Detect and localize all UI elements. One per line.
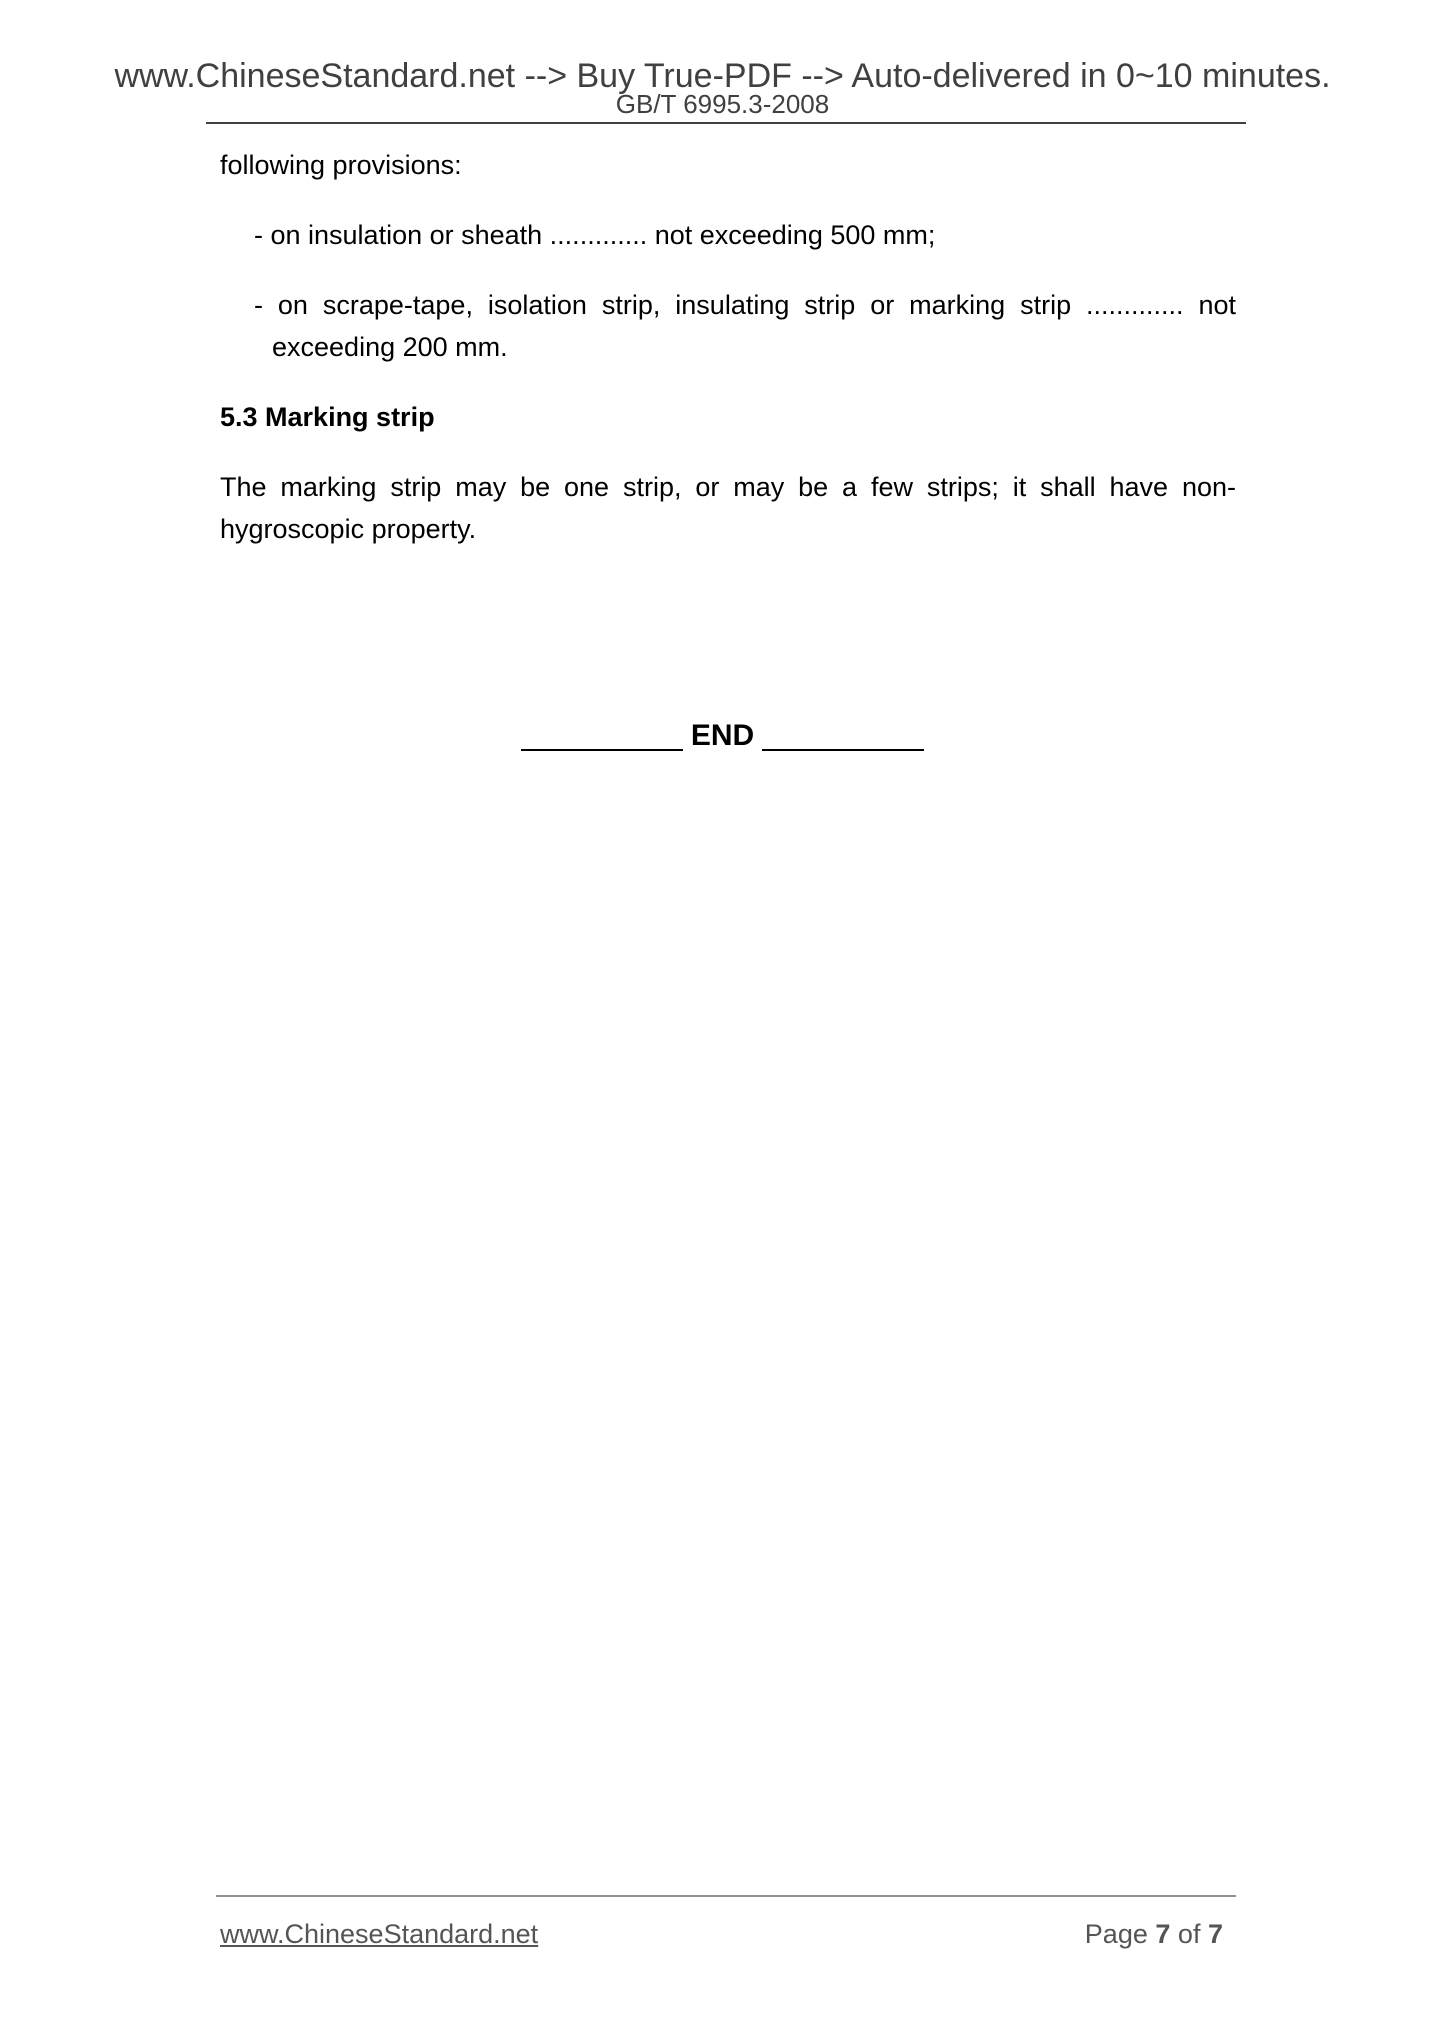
header-banner[interactable]: www.ChineseStandard.net --> Buy True-PDF --> Auto-delivered in 0~10 minutes. xyxy=(114,57,1331,95)
page-total: 7 xyxy=(1207,1919,1223,1949)
page-header xyxy=(0,56,1445,118)
intro-text: following provisions: xyxy=(220,150,462,180)
footer-divider xyxy=(216,1895,1236,1897)
document-id: GB/T 6995.3-2008 xyxy=(615,89,830,119)
page-current: 7 xyxy=(1155,1919,1171,1949)
list-item-scrape-tape-continued: exceeding 200 mm. xyxy=(272,332,508,362)
section-paragraph-line-2: hygroscopic property. xyxy=(220,514,477,544)
list-item-scrape-tape: - on scrape-tape, isolation strip, insulating strip or marking strip ............. not xyxy=(254,290,1236,320)
section-paragraph-line-1: The marking strip may be one strip, or may be a few strips; it shall have non- xyxy=(220,472,1236,502)
end-rule-left xyxy=(521,749,683,751)
page-of: of xyxy=(1177,1919,1201,1949)
header-divider xyxy=(206,122,1246,124)
end-marker xyxy=(0,716,1445,756)
footer-website-link[interactable]: www.ChineseStandard.net xyxy=(220,1919,539,1949)
page-prefix: Page xyxy=(1084,1919,1148,1949)
section-heading: 5.3 Marking strip xyxy=(220,402,435,432)
end-label: END xyxy=(690,719,755,752)
page-indicator xyxy=(1085,1916,1223,1952)
end-rule-right xyxy=(762,749,924,751)
list-item-insulation: - on insulation or sheath ............. not exceeding 500 mm; xyxy=(254,220,936,250)
